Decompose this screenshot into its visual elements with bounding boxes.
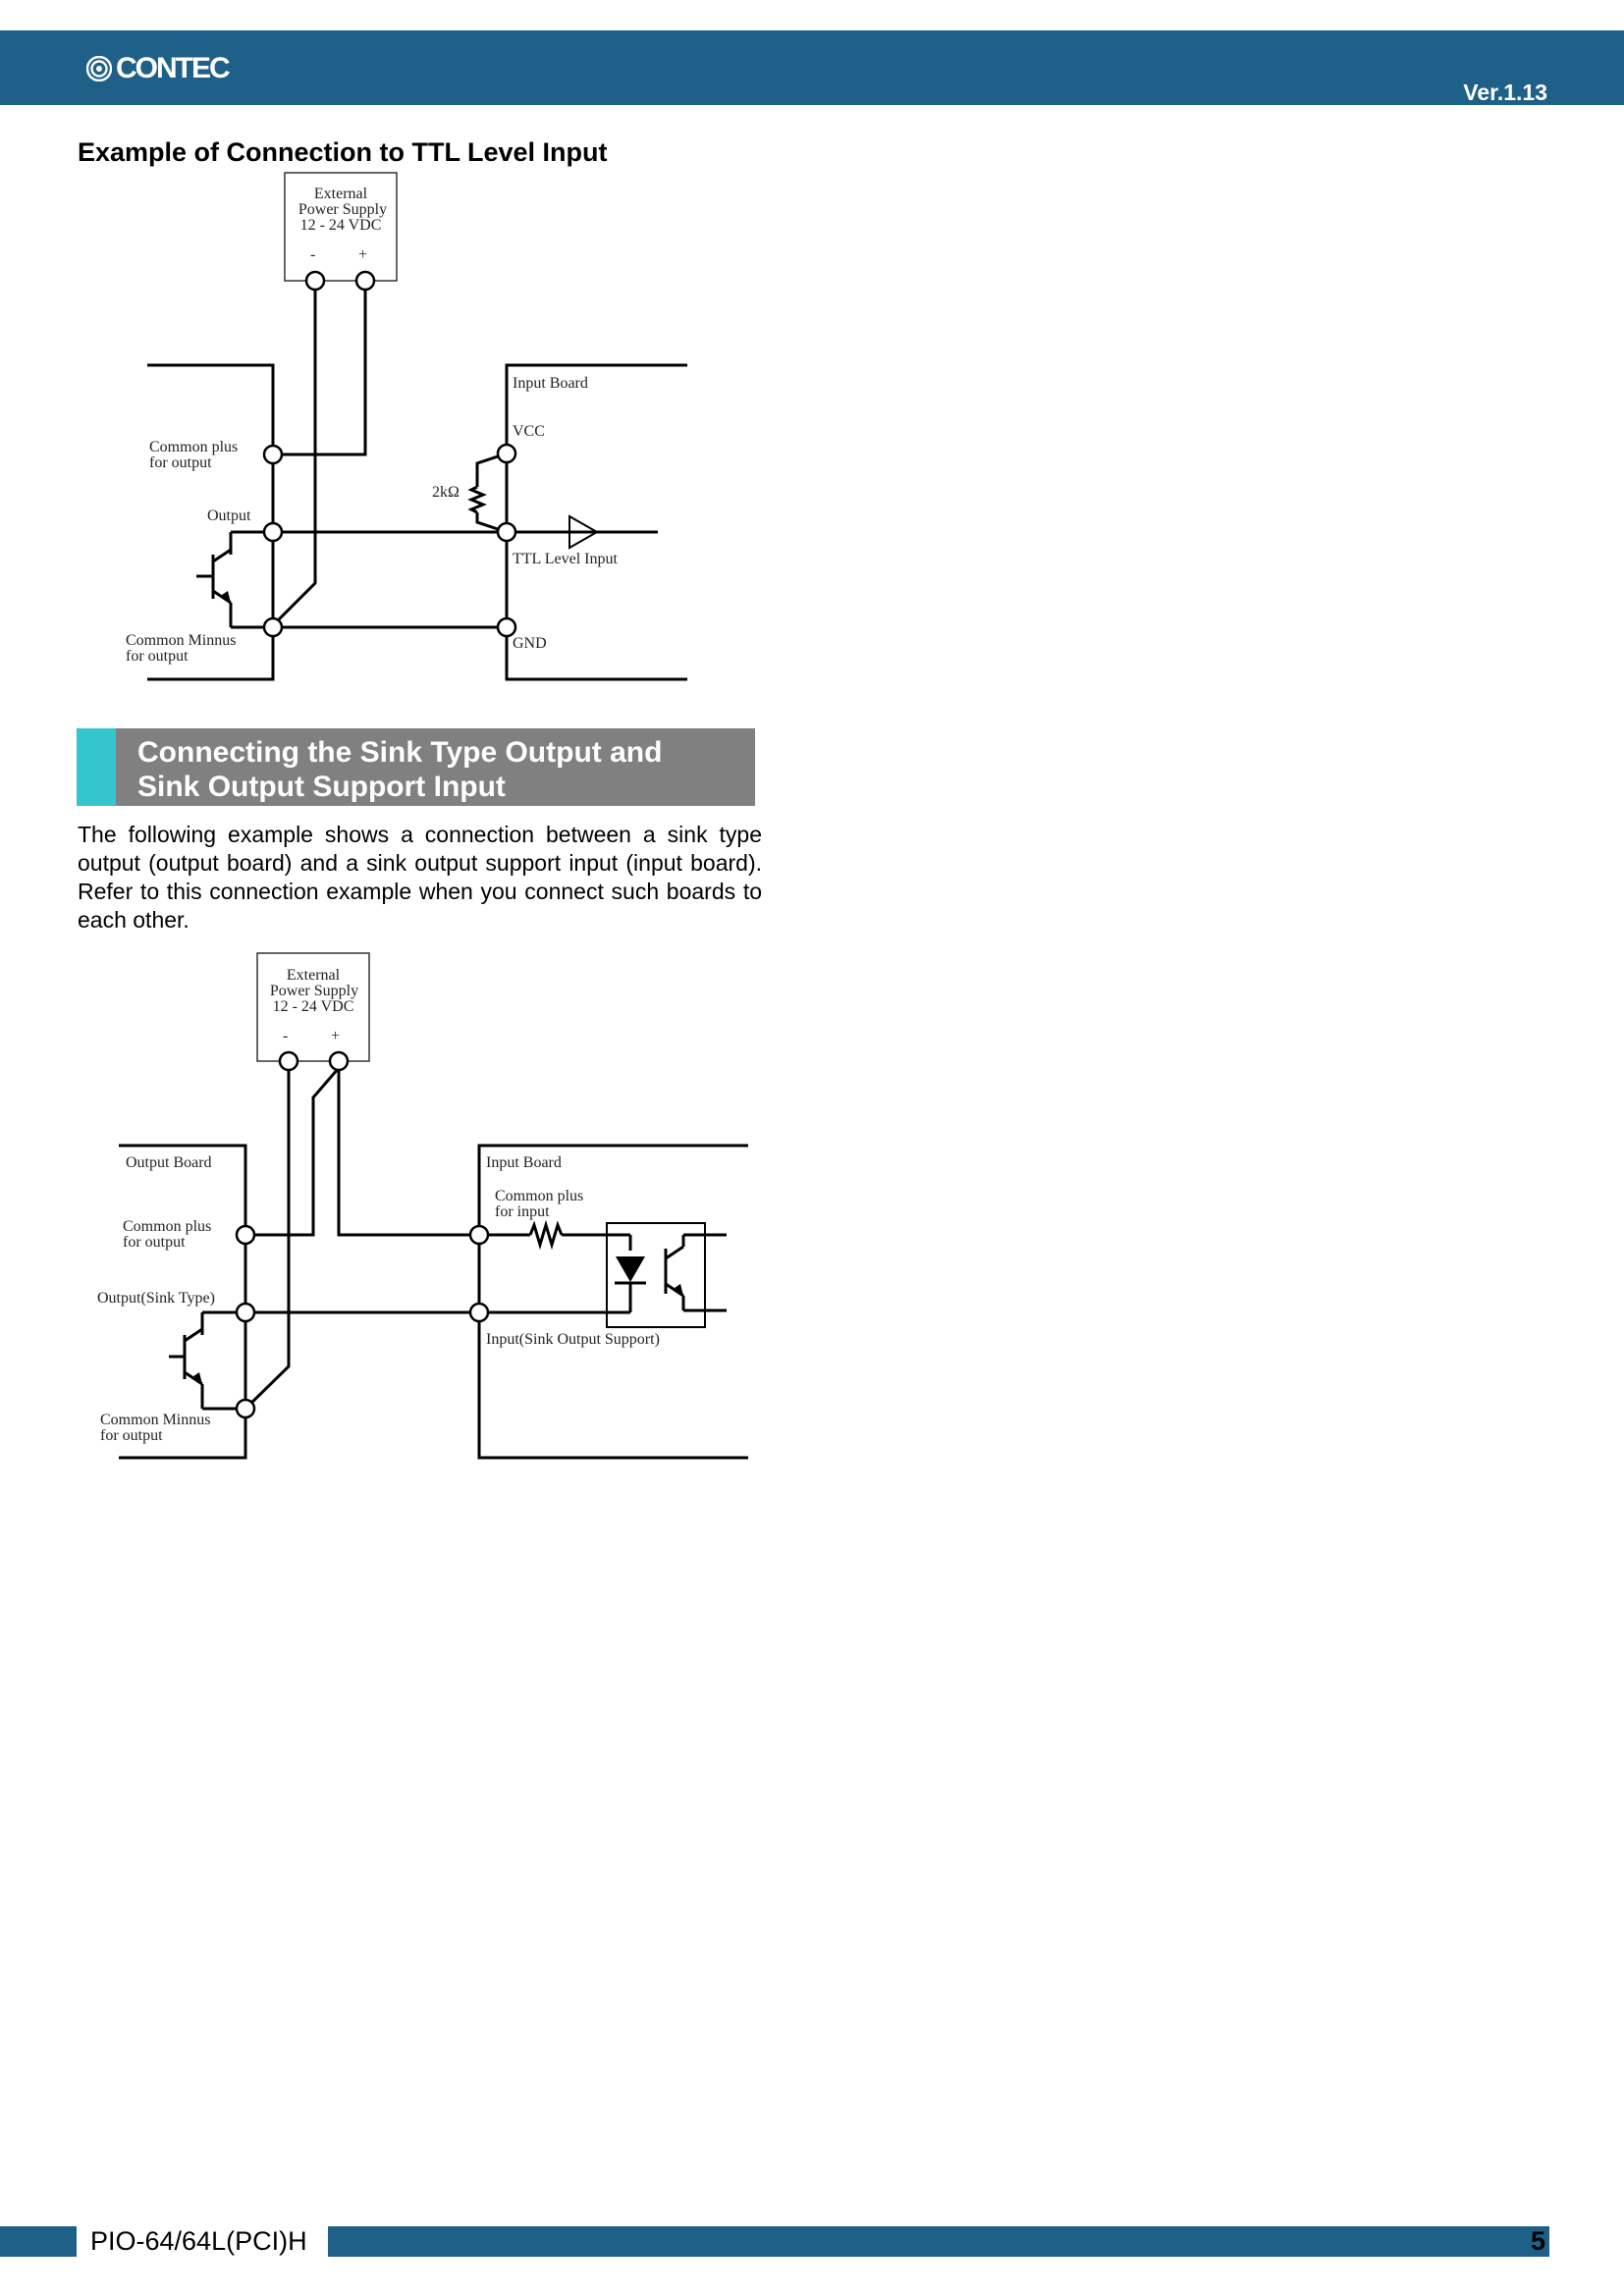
heading-line-1: Connecting the Sink Type Output and [137,736,663,769]
input-sink-label: Input(Sink Output Support) [486,1331,660,1348]
common-plus-out-label-2: for output [123,1234,186,1251]
supply2-label-line2: Power Supply [269,983,359,999]
supply-minus-label: - [310,246,316,263]
ttl-input-label: TTL Level Input [513,551,618,567]
heading-accent-bar [77,728,116,806]
input-board2-label: Input Board [486,1154,562,1171]
common-plus-label-2: for output [149,454,212,471]
supply2-label-line3: 12 - 24 VDC [272,998,354,1015]
section-title-ttl: Example of Connection to TTL Level Input [78,137,608,167]
output-board-label: Output Board [126,1154,212,1171]
supply-label-line1: External [313,186,368,202]
sink-connection-diagram [88,947,756,1463]
footer-left-bar [0,2226,77,2257]
vcc-label: VCC [513,423,545,440]
contec-logo-icon [86,56,112,81]
page-number: 5 [1531,2226,1546,2256]
output-label: Output [207,507,251,524]
heading-line-2: Sink Output Support Input [137,771,506,803]
heading-text [137,735,662,804]
supply-plus-label: + [358,246,368,263]
output-sink-label: Output(Sink Type) [97,1290,215,1307]
common-plus-label-1: Common plus [149,439,239,455]
contec-logo [86,52,229,85]
gnd-label: GND [513,635,547,652]
ttl-connection-diagram [118,167,687,687]
supply2-minus-label: - [283,1028,289,1044]
supply2-label-line1: External [286,967,341,984]
section-heading-sink [77,728,755,806]
footer-document-name: PIO-64/64L(PCI)H [90,2226,307,2256]
common-plus-in-label-2: for input [495,1203,550,1220]
description-paragraph: The following example shows a connection between a sink type output (output board) and a sink output support input (input board). Refer to this connection example when you connect such boards to each other. [78,822,762,933]
common-minus2-label-2: for output [100,1427,163,1444]
common-plus-out-label-1: Common plus [123,1218,212,1235]
footer-bar [328,2226,1549,2257]
input-board-label: Input Board [513,375,588,392]
common-minus-label-1: Common Minnus [126,632,237,649]
supply2-plus-label: + [331,1028,341,1044]
common-plus-in-label-1: Common plus [495,1188,584,1204]
header-bar [0,30,1624,105]
supply-label-line2: Power Supply [298,201,388,218]
logo-text: CONTEC [116,52,229,84]
common-minus-label-2: for output [126,648,189,665]
resistor-label: 2kΩ [432,484,460,501]
version-label: Ver.1.13 [1463,80,1547,105]
common-minus2-label-1: Common Minnus [100,1412,211,1428]
supply-label-line3: 12 - 24 VDC [299,217,382,234]
